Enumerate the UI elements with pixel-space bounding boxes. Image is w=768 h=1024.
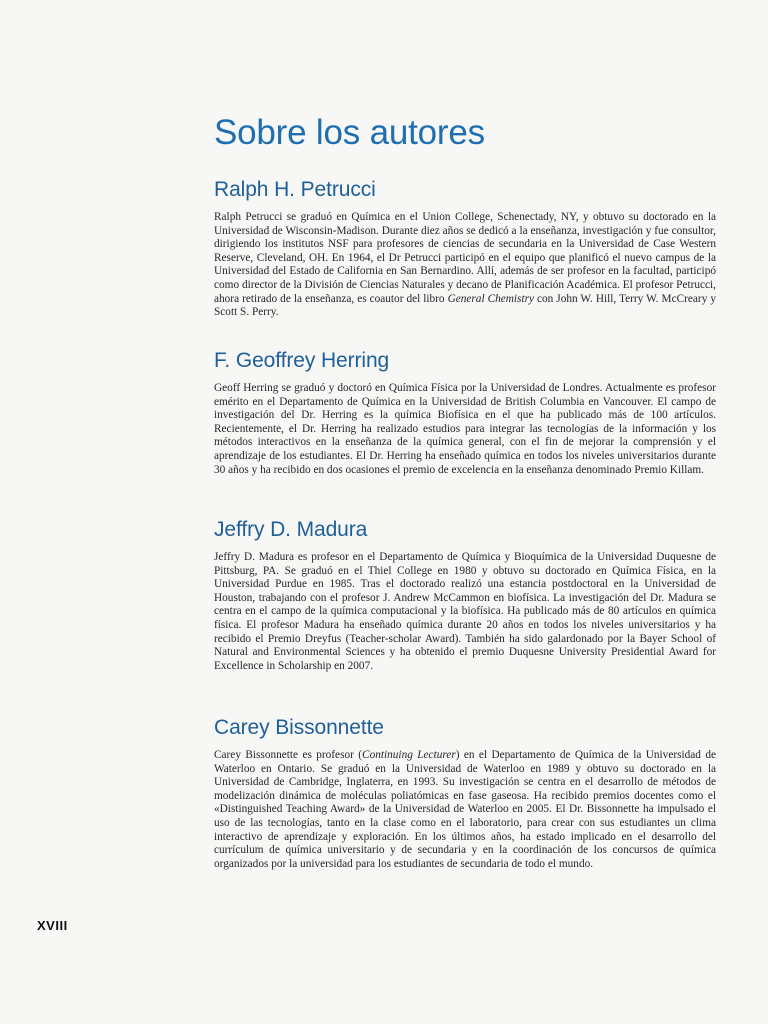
author-section-bissonnette [214,716,716,871]
author-section-madura [214,518,716,673]
author-section-herring [214,349,716,477]
author-name: Carey Bissonnette [214,716,384,739]
author-bio: Jeffry D. Madura es profesor en el Departamento de Química y Bioquímica de la Universidad Duquesne de Pittsburg, PA. Se graduó en el Thiel College en 1980 y obtuvo su doctorado en Química Física, en la Universidad Purdue en 1985. Tras el doctorado realizó una estancia postdoctoral en la Universidad de Houston, trabajando con el profesor J. Andrew McCammon en biofísica. La investigación del Dr. Madura se centra en el campo de la química computacional y la biofísica. Ha publicado más de 80 artículos en química física. El profesor Madura ha enseñado química durante 20 años en todos los niveles universitarios y ha recibido el Premio Dreyfus (Teacher-scholar Award). También ha sido galardonado por la Bayer School of Natural and Environmental Sciences y ha obtenido el premio Duquesne University Presidential Award for Excellence in Scholarship en 2007. [214,551,716,672]
author-bio: Ralph Petrucci se graduó en Química en el Union College, Schenectady, NY, y obtuvo su doctorado en la Universidad de Wisconsin-Madison. Durante diez años se dedicó a la enseñanza, investigación y fue consultor, dirigiendo los institutos NSF para profesores de ciencias de secundaria en la Universidad de Case Western Reserve, Cleveland, OH. En 1964, el Dr Petrucci participó en el equipo que planificó el nuevo campus de la Universidad del Estado de California en San Bernardino. Allí, además de ser profesor en la facultad, participó como director de la División de Ciencias Naturales y decano de Planificación Académica. El profesor Petrucci, ahora retirado de la enseñanza, es coautor del libro General Chemistry con John W. Hill, Terry W. McCreary y Scott S. Perry. [214,211,716,319]
page-number: XVIII [37,918,68,933]
author-name: F. Geoffrey Herring [214,349,390,372]
author-bio: Geoff Herring se graduó y doctoró en Química Física por la Universidad de Londres. Actualmente es profesor emérito en el Departamento de Química en la Universidad de British Columbia en Vancouver. El campo de investigación del Dr. Herring es la química Biofísica en el que ha publicado más de 100 artículos. Recientemente, el Dr. Herring ha realizado estudios para integrar las tecnologías de la información y los métodos interactivos en la enseñanza de la química general, con el fin de mejorar la comprensión y el aprendizaje de los estudiantes. El Dr. Herring ha enseñado química en todos los niveles universitarios durante 30 años y ha recibido en dos ocasiones el premio de excelencia en la enseñanza denominado Premio Killam. [214,382,716,476]
author-name: Ralph H. Petrucci [214,178,376,201]
author-section-petrucci [214,178,716,320]
author-name: Jeffry D. Madura [214,518,368,541]
job-title: Continuing Lecturer [362,749,456,761]
author-bio: Carey Bissonnette es profesor (Continuing Lecturer) en el Departamento de Química de la Universidad de Waterloo en Ontario. Se graduó en la Universidad de Waterloo en 1989 y obtuvo su doctorado en la Universidad de Cambridge, Inglaterra, en 1993. Su investigación se centra en el desarrollo de métodos de modelización dinámica de moléculas poliatómicas en fase gaseosa. Ha recibido premios docentes como el «Distinguished Teaching Award» de la Universidad de Waterloo en 2005. El Dr. Bissonnette ha impulsado el uso de las tecnologías, tanto en la clase como en el laboratorio, para crear con sus estudiantes un clima interactivo de aprendizaje y exploración. En los últimos años, ha estado implicado en el desarrollo del currículum de química universitario y de secundaria y en la coordinación de los concursos de química organizados por la universidad para los estudiantes de secundaria de todo el mundo. [214,749,716,870]
page-title: Sobre los autores [214,113,485,152]
book-title: General Chemistry [447,292,535,305]
